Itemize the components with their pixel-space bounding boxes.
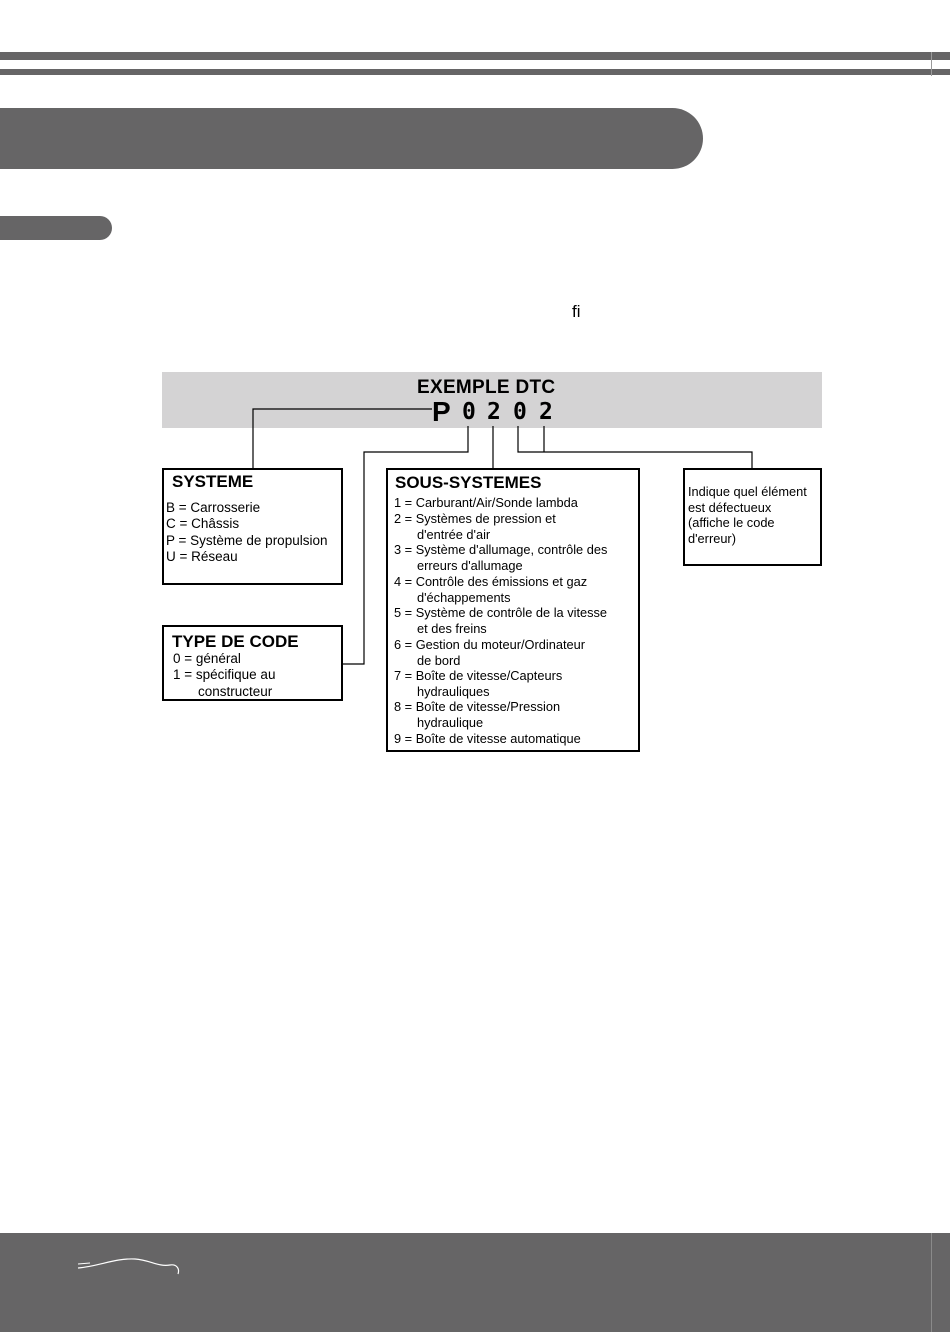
top-rule-tick <box>931 52 932 76</box>
element-line: Indique quel élément <box>688 484 807 499</box>
type-code-item: constructeur <box>198 684 273 699</box>
sous-systemes-line: 5 = Système de contrôle de la vitesse <box>394 605 608 620</box>
sous-systemes-line: 8 = Boîte de vitesse/Pression <box>394 699 561 714</box>
element-line: est défectueux <box>688 500 772 515</box>
systeme-item: U = Réseau <box>166 549 238 564</box>
sous-systemes-line: 6 = Gestion du moteur/Ordinateur <box>394 637 585 652</box>
dtc-code-char-element-2: 2 <box>539 399 553 425</box>
title-banner <box>0 108 703 169</box>
systeme-item: B = Carrosserie <box>166 500 261 515</box>
sous-systemes-line: 4 = Contrôle des émissions et gaz <box>394 574 588 589</box>
element-line: (affiche le code <box>688 515 775 530</box>
type-code-item: 1 = spécifique au <box>173 667 276 682</box>
systeme-heading: SYSTEME <box>172 472 254 491</box>
dtc-code-char-system: P <box>432 396 451 427</box>
sous-systemes-line: 9 = Boîte de vitesse automatique <box>394 731 581 746</box>
dtc-title: EXEMPLE DTC <box>417 377 556 398</box>
sous-systemes-line: erreurs d'allumage <box>417 558 523 573</box>
sous-systemes-line: 7 = Boîte de vitesse/Capteurs <box>394 668 563 683</box>
sous-systemes-line: 1 = Carburant/Air/Sonde lambda <box>394 495 578 510</box>
top-rule-thin <box>0 69 950 75</box>
section-pill <box>0 216 112 240</box>
element-line: d'erreur) <box>688 531 736 546</box>
top-rule-thick <box>0 52 950 60</box>
swoosh-logo-icon <box>70 1250 190 1285</box>
type-code-heading: TYPE DE CODE <box>172 632 299 651</box>
type-code-item: 0 = général <box>173 651 241 666</box>
dtc-code-char-type: 0 <box>462 399 476 425</box>
sous-systemes-line: d'échappements <box>417 590 511 605</box>
sous-systemes-line: 2 = Systèmes de pression et <box>394 511 556 526</box>
sous-systemes-heading: SOUS-SYSTEMES <box>395 473 542 492</box>
dtc-code-char-element-1: 0 <box>513 399 527 425</box>
connector-element <box>518 426 752 469</box>
sous-systemes-line: 3 = Système d'allumage, contrôle des <box>394 542 608 557</box>
sous-systemes-line: hydrauliques <box>417 684 490 699</box>
dtc-code-char-subsystem: 2 <box>487 399 501 425</box>
sous-systemes-line: hydraulique <box>417 715 484 730</box>
sous-systemes-line: de bord <box>417 653 461 668</box>
systeme-item: C = Châssis <box>166 516 240 531</box>
footer-tick <box>931 1233 932 1332</box>
stray-ligature-glyph: ﬁ <box>572 302 581 321</box>
sous-systemes-line: et des freins <box>417 621 487 636</box>
sous-systemes-line: d'entrée d'air <box>417 527 491 542</box>
systeme-item: P = Système de propulsion <box>166 533 328 548</box>
